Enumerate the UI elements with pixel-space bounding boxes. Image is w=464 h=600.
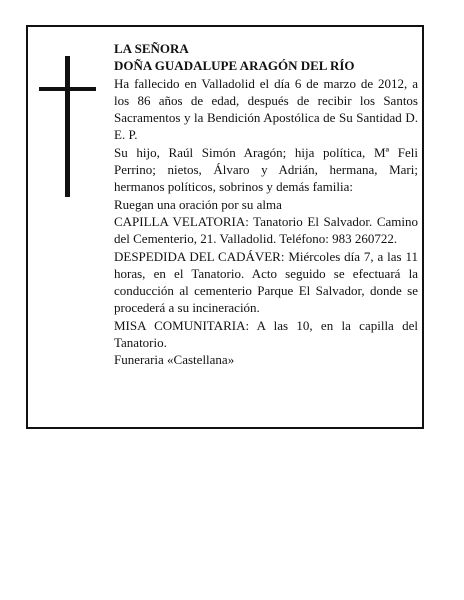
heading-line-1: LA SEÑORA bbox=[114, 41, 189, 56]
farewell-info: DESPEDIDA DEL CADÁVER: Miércoles día 7, a las 11 horas, en el Tanatorio. Acto seguido se efectuará la conducción al cementerio Parque El Salvador, donde se procederá a su incineración. bbox=[114, 248, 418, 316]
paragraph-death: Ha fallecido en Valladolid el día 6 de marzo de 2012, a los 86 años de edad, después de recibir los Santos Sacramentos y la Bendición Apostólica de Su Santidad D. E. P. bbox=[114, 75, 418, 143]
funeral-home: Funeraria «Castellana» bbox=[114, 352, 235, 368]
chapel-info: CAPILLA VELATORIA: Tanatorio El Salvador. Camino del Cementerio, 21. Valladolid. Teléfono: 983 260722. bbox=[114, 213, 418, 247]
notice-text bbox=[114, 40, 418, 369]
paragraph-family: Su hijo, Raúl Simón Aragón; hija política, Mª Feli Perrino; nietos, Álvaro y Adrián, hermana, Mari; hermanos políticos, sobrinos y demás familia: bbox=[114, 144, 418, 195]
prayer-request: Ruegan una oración por su alma bbox=[114, 196, 282, 212]
mass-info: MISA COMUNITARIA: A las 10, en la capilla del Tanatorio. bbox=[114, 317, 418, 351]
heading-line-2: DOÑA GUADALUPE ARAGÓN DEL RÍO bbox=[114, 58, 355, 74]
obituary-notice bbox=[26, 25, 424, 429]
cross-icon-bar bbox=[39, 87, 96, 91]
cross-icon bbox=[65, 56, 70, 197]
